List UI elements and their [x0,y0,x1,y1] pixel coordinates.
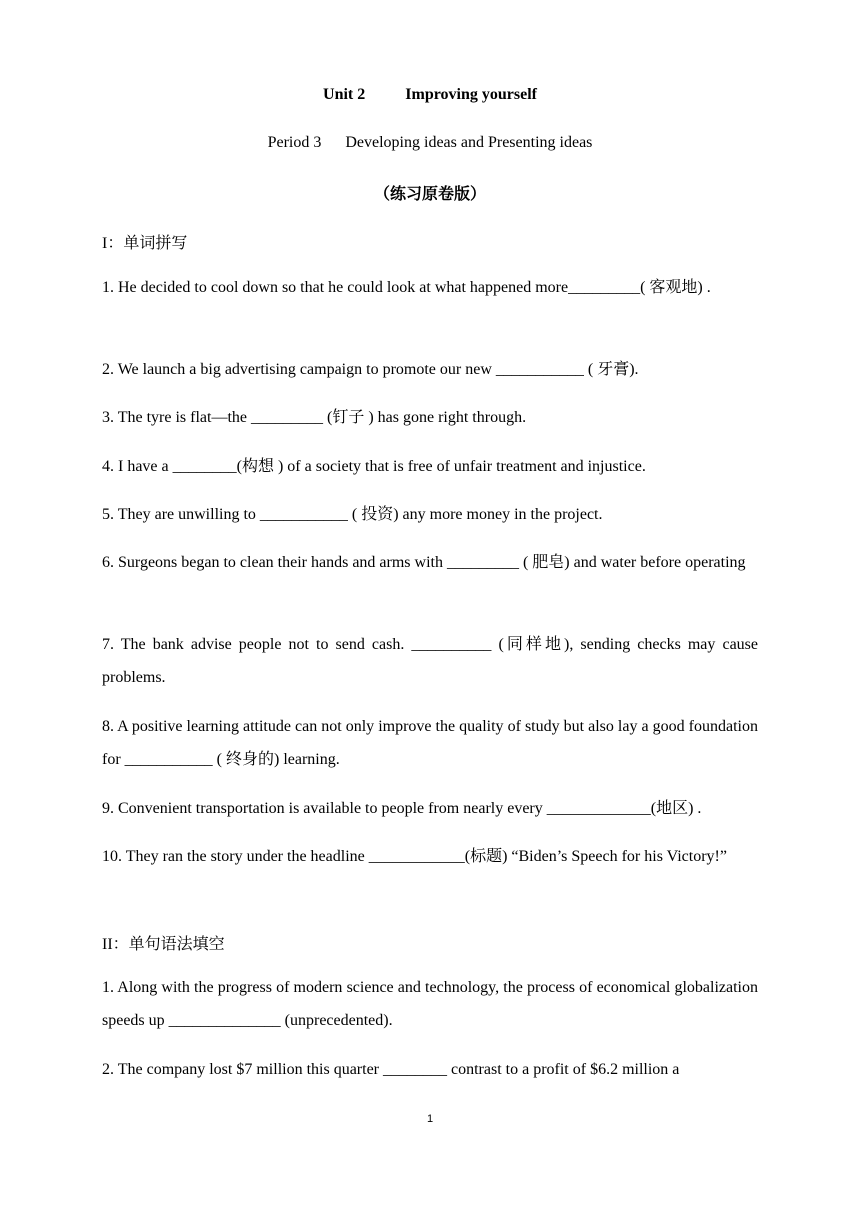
question-item: 10. They ran the story under the headline ____________(标题) “Biden’s Speech for his Victory!” [102,848,727,865]
edition-label: （练习原卷版） [373,186,486,203]
question-item: 4. I have a ________(构想 ) of a society that is free of unfair treatment and injustice. [102,458,646,475]
question-item: 2. We launch a big advertising campaign to promote our new ___________ ( 牙膏). [102,361,639,378]
question-item: 8. A positive learning attitude can not only improve the quality of study but also lay a good foundation for ___________ ( 终身的) learning. [102,718,758,768]
question-item: 7. The bank advise people not to send cash. __________ (同样地), sending checks may cause problems. [102,636,758,686]
question-item: 5. They are unwilling to ___________ ( 投资) any more money in the project. [102,506,603,523]
page-number: 1 [426,1113,434,1125]
period-subtitle: Period 3 Developing ideas and Presenting ideas [267,134,593,151]
question-item: 1. Along with the progress of modern science and technology, the process of economical globalization speeds up ______________ (unprecedented). [102,979,758,1029]
unit-title: Unit 2 Improving yourself [323,86,537,103]
section-heading-spelling: I：单词拼写 [102,235,188,252]
question-item: 2. The company lost $7 million this quarter ________ contrast to a profit of $6.2 million a [102,1061,680,1078]
question-item: 6. Surgeons began to clean their hands and arms with _________ ( 肥皂) and water before operating [102,554,746,571]
question-item: 3. The tyre is flat—the _________ (钉子 ) has gone right through. [102,409,527,426]
question-item: 9. Convenient transportation is available to people from nearly every _____________(地区) . [102,800,702,817]
section-heading-grammar: II：单句语法填空 [102,936,225,953]
question-item: 1. He decided to cool down so that he could look at what happened more_________( 客观地) . [102,279,711,296]
